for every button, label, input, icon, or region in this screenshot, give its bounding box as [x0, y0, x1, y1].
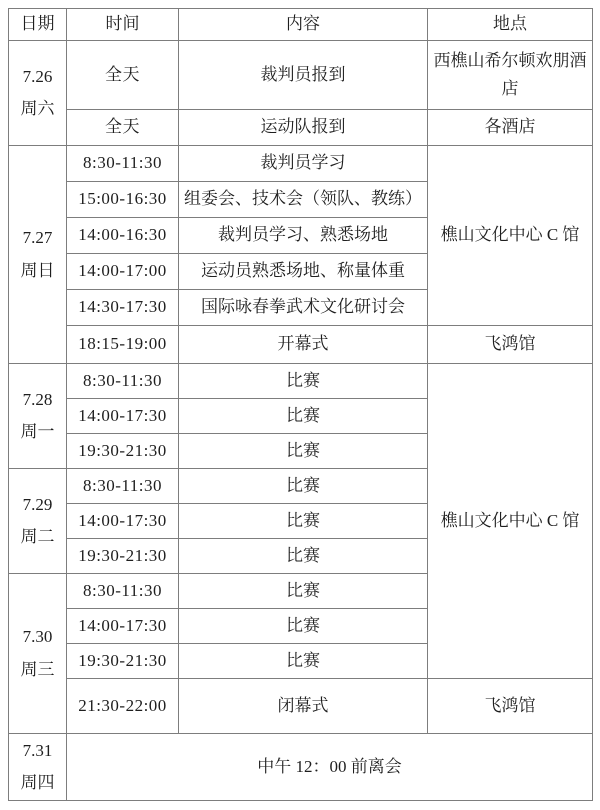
time-cell: 全天	[67, 41, 179, 110]
content-cell: 比赛	[179, 539, 428, 574]
time-cell: 8:30-11:30	[67, 146, 179, 182]
date-label: 7.28	[22, 389, 53, 409]
table-row	[9, 41, 593, 110]
content-cell: 闭幕式	[179, 679, 428, 734]
content-cell: 裁判员报到	[179, 41, 428, 110]
content-cell: 比赛	[179, 644, 428, 679]
time-cell: 18:15-19:00	[67, 326, 179, 364]
date-cell-727	[9, 146, 67, 364]
date-label: 7.31	[22, 740, 53, 760]
schedule-table	[8, 8, 593, 801]
date-cell-729	[9, 469, 67, 574]
time-cell: 14:00-17:30	[67, 399, 179, 434]
table-row	[9, 326, 593, 364]
date-cell-726	[9, 41, 67, 146]
content-cell: 开幕式	[179, 326, 428, 364]
time-cell: 15:00-16:30	[67, 182, 179, 218]
content-cell: 裁判员学习、熟悉场地	[179, 218, 428, 254]
content-cell: 国际咏春拳武术文化研讨会	[179, 290, 428, 326]
location-cell: 飞鸿馆	[428, 326, 593, 364]
time-cell: 8:30-11:30	[67, 364, 179, 399]
weekday-label: 周二	[20, 527, 55, 546]
table-row	[9, 364, 593, 399]
header-content: 内容	[179, 9, 428, 41]
header-location: 地点	[428, 9, 593, 41]
table-row	[9, 734, 593, 801]
content-cell: 比赛	[179, 574, 428, 609]
header-date: 日期	[9, 9, 67, 41]
content-cell: 裁判员学习	[179, 146, 428, 182]
date-label: 7.30	[22, 627, 53, 647]
time-cell: 14:00-16:30	[67, 218, 179, 254]
location-cell: 飞鸿馆	[428, 679, 593, 734]
content-cell: 比赛	[179, 364, 428, 399]
content-cell: 比赛	[179, 469, 428, 504]
content-cell: 比赛	[179, 504, 428, 539]
time-cell: 全天	[67, 110, 179, 146]
header-row	[9, 9, 593, 41]
time-cell: 21:30-22:00	[67, 679, 179, 734]
weekday-label: 周四	[20, 773, 55, 792]
table-row	[9, 110, 593, 146]
time-cell: 19:30-21:30	[67, 434, 179, 469]
time-cell: 14:30-17:30	[67, 290, 179, 326]
date-cell-728	[9, 364, 67, 469]
date-label: 7.26	[22, 66, 53, 86]
content-cell: 组委会、技术会（领队、教练）	[179, 182, 428, 218]
weekday-label: 周一	[20, 422, 55, 441]
date-label: 7.29	[22, 494, 53, 514]
location-cell: 樵山文化中心 C 馆	[428, 146, 593, 326]
time-cell: 14:00-17:00	[67, 254, 179, 290]
location-cell: 各酒店	[428, 110, 593, 146]
weekday-label: 周日	[20, 260, 55, 280]
time-cell: 8:30-11:30	[67, 574, 179, 609]
location-cell: 樵山文化中心 C 馆	[428, 364, 593, 679]
time-cell: 14:00-17:30	[67, 504, 179, 539]
date-cell-731	[9, 734, 67, 801]
location-cell: 西樵山希尔顿欢朋酒店	[428, 41, 593, 110]
header-time: 时间	[67, 9, 179, 41]
table-row	[9, 146, 593, 182]
time-cell: 8:30-11:30	[67, 469, 179, 504]
table-row	[9, 679, 593, 734]
time-cell: 19:30-21:30	[67, 539, 179, 574]
content-cell: 比赛	[179, 609, 428, 644]
content-cell: 比赛	[179, 399, 428, 434]
content-cell: 运动队报到	[179, 110, 428, 146]
date-cell-730	[9, 574, 67, 734]
time-cell: 14:00-17:30	[67, 609, 179, 644]
content-cell: 运动员熟悉场地、称量体重	[179, 254, 428, 290]
weekday-label: 周六	[20, 99, 55, 118]
content-cell: 比赛	[179, 434, 428, 469]
weekday-label: 周三	[20, 659, 55, 679]
date-label: 7.27	[22, 228, 53, 248]
departure-note-cell: 中午 12：00 前离会	[67, 734, 593, 801]
time-cell: 19:30-21:30	[67, 644, 179, 679]
